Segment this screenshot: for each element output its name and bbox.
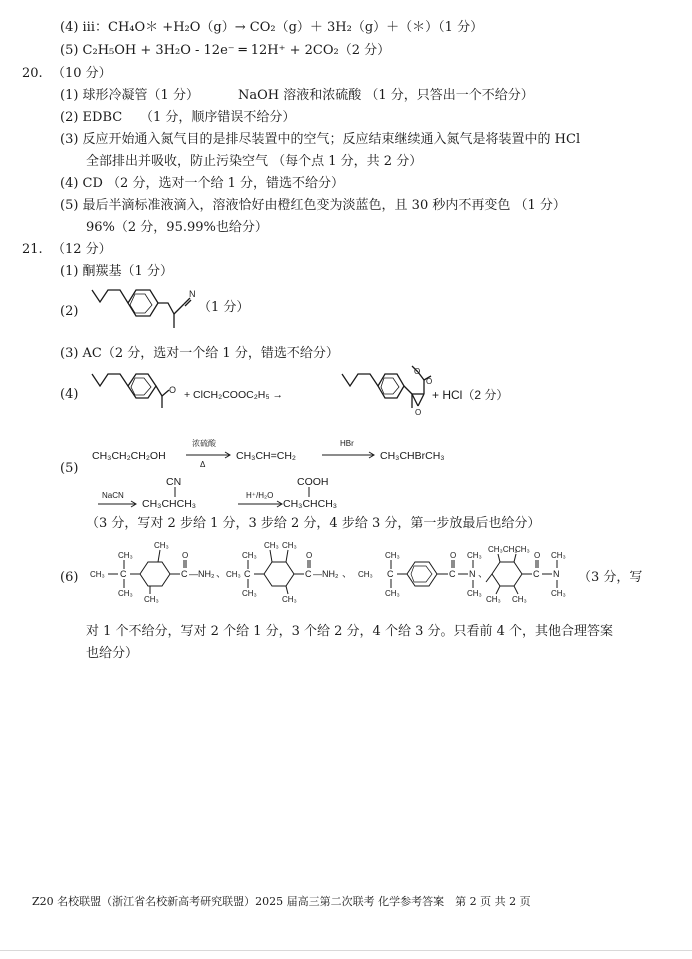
arrow-icon xyxy=(186,451,234,459)
carbon-label: C xyxy=(181,569,188,579)
carbon-label: C xyxy=(305,569,312,579)
nitrogen-label: N xyxy=(189,289,196,299)
oxygen-label: O xyxy=(415,408,422,417)
methyl-label: CH₃ xyxy=(242,589,257,598)
methyl-label: CH₃ xyxy=(242,551,257,560)
methyl-label: CH₃ xyxy=(282,595,297,604)
route-condition-1: 浓硫酸 xyxy=(192,439,216,448)
route-compound-b: CH₃CH=CH₂ xyxy=(236,450,296,462)
q21-part4-reagent: + ClCH₂COOC₂H₅ → xyxy=(184,389,284,401)
bottom-divider xyxy=(0,950,692,951)
q20-part3-b: 全部排出并吸收，防止污染空气 （每个点 1 分，共 2 分） xyxy=(86,154,423,169)
amino-label: —NH₂ xyxy=(189,569,215,579)
route-compound-e: CH₃CHCH₃ xyxy=(283,498,338,510)
carbon-label: C xyxy=(244,569,251,579)
methyl-label: CH₃ xyxy=(467,589,482,598)
methyl-label: CH₃ xyxy=(118,551,133,560)
q21-part1: (1) 酮羰基（1 分） xyxy=(60,264,173,279)
methyl-label: CH₃ xyxy=(551,589,566,598)
q21-part5-label: (5) xyxy=(60,461,79,476)
nitrogen-label: N xyxy=(469,569,476,579)
oxygen-label: O xyxy=(182,551,189,560)
q21-part5-note: （3 分，写对 2 步给 1 分，3 步给 2 分，4 步给 3 分，第一步放最后也给分） xyxy=(86,516,541,531)
q21-part2-structure xyxy=(88,280,200,340)
q21-part6-isomers xyxy=(88,536,638,606)
q21-number: 21. xyxy=(22,242,43,257)
q21-part2-label: (2) xyxy=(60,304,79,319)
arrow-icon xyxy=(238,500,286,508)
oxygen-label: O xyxy=(169,385,177,395)
oxygen-label: O xyxy=(534,551,541,560)
oxygen-label: O xyxy=(450,551,457,560)
separator: 、 xyxy=(216,569,226,580)
arrow-icon xyxy=(322,451,378,459)
carbon-label: C xyxy=(449,569,456,579)
oxygen-label: O xyxy=(414,367,421,376)
q21-part4-product-structure xyxy=(338,358,434,420)
route-condition-4: H⁺/H₂O xyxy=(246,491,274,500)
q21-part2-score: （1 分） xyxy=(198,300,250,315)
carbon-label: C xyxy=(387,569,394,579)
route-condition-1b: Δ xyxy=(200,460,206,469)
nitrogen-label: N xyxy=(553,569,560,579)
q21-part6-note-1: 对 1 个不给分，写对 2 个给 1 分，3 个给 2 分，4 个给 3 分。只看前 4 个，其他合理答案 xyxy=(86,624,614,639)
q21-part4-label: (4) xyxy=(60,387,79,402)
q20-score: （10 分） xyxy=(52,66,112,81)
page-footer: Z20 名校联盟（浙江省名校新高考研究联盟）2025 届高三第二次联考 化学参考答案 第 2 页 共 2 页 xyxy=(32,895,531,908)
q19-line-5: (5) C₂H₅OH + 3H₂O - 12e⁻ ═ 12H⁺ + 2CO₂（2 分） xyxy=(60,43,391,58)
separator: 、 xyxy=(478,569,488,580)
methyl-label: CH₃ xyxy=(358,570,373,579)
methyl-label: CH₃ xyxy=(515,545,530,554)
q19-line-4: (4) ⅲ：CH₄O＊ +H₂O（g）→ CO₂（g）＋ 3H₂（g）＋（＊）（1 分） xyxy=(60,20,484,35)
carbon-label: C xyxy=(120,569,127,579)
q21-part6-score: （3 分，写 xyxy=(578,570,643,585)
arrow-icon xyxy=(98,500,140,508)
methyl-label: CH₃ xyxy=(144,595,159,604)
carbon-label: C xyxy=(533,569,540,579)
route-compound-d: CH₃CHCH₃ xyxy=(142,498,197,510)
q20-number: 20. xyxy=(22,66,43,81)
q20-part2-a: (2) EDBC xyxy=(60,110,123,125)
methyl-label: CH₃ xyxy=(486,595,501,604)
ethyl-label: CH₃CH₂ xyxy=(488,545,518,554)
q20-part2-b: （1 分，顺序错误不给分） xyxy=(140,110,296,125)
route-condition-2: HBr xyxy=(340,439,354,448)
q20-part5-a: (5) 最后半滴标准液滴入，溶液恰好由橙红色变为淡蓝色，且 30 秒内不再变色 （1 分） xyxy=(60,198,566,213)
q20-part3-a: (3) 反应开始通入氮气目的是排尽装置中的空气；反应结束继续通入氮气是将装置中的 HCl xyxy=(60,132,581,147)
methyl-label: CH₃ xyxy=(264,541,279,550)
methyl-label: CH₃ xyxy=(226,570,241,579)
q20-part1-b: NaOH 溶液和浓硫酸 （1 分，只答出一个不给分） xyxy=(238,88,534,103)
methyl-label: CH₃ xyxy=(551,551,566,560)
oxygen-label: O xyxy=(306,551,313,560)
q21-part4-reactant-structure xyxy=(88,368,178,418)
methyl-label: CH₃ xyxy=(385,589,400,598)
methyl-label: CH₃ xyxy=(118,589,133,598)
amino-label: —NH₂ xyxy=(313,569,339,579)
methyl-label: CH₃ xyxy=(467,551,482,560)
q20-part4: (4) CD （2 分，选对一个给 1 分，错选不给分） xyxy=(60,176,344,191)
q21-part6-note-2: 也给分） xyxy=(86,646,139,661)
methyl-label: CH₃ xyxy=(154,541,169,550)
q20-part5-b: 96%（2 分，95.99%也给分） xyxy=(86,220,268,235)
q21-part3: (3) AC（2 分，选对一个给 1 分，错选不给分） xyxy=(60,346,339,361)
oxygen-label: O xyxy=(426,377,433,386)
route-compound-c: CH₃CHBrCH₃ xyxy=(380,450,445,462)
route-condition-3: NaCN xyxy=(102,491,124,500)
separator: 、 xyxy=(342,569,352,580)
route-cyano-group: CN xyxy=(166,476,182,488)
q21-part6-label: (6) xyxy=(60,570,79,585)
methyl-label: CH₃ xyxy=(385,551,400,560)
route-compound-a: CH₃CH₂CH₂OH xyxy=(92,450,166,462)
q21-score: （12 分） xyxy=(52,242,112,257)
q21-part4-tail: + HCl（2 分） xyxy=(432,388,509,402)
methyl-label: CH₃ xyxy=(282,541,297,550)
methyl-label: CH₃ xyxy=(90,570,105,579)
route-carboxyl-group: COOH xyxy=(297,476,329,488)
q20-part1-a: (1) 球形冷凝管（1 分） xyxy=(60,88,199,103)
methyl-label: CH₃ xyxy=(512,595,527,604)
